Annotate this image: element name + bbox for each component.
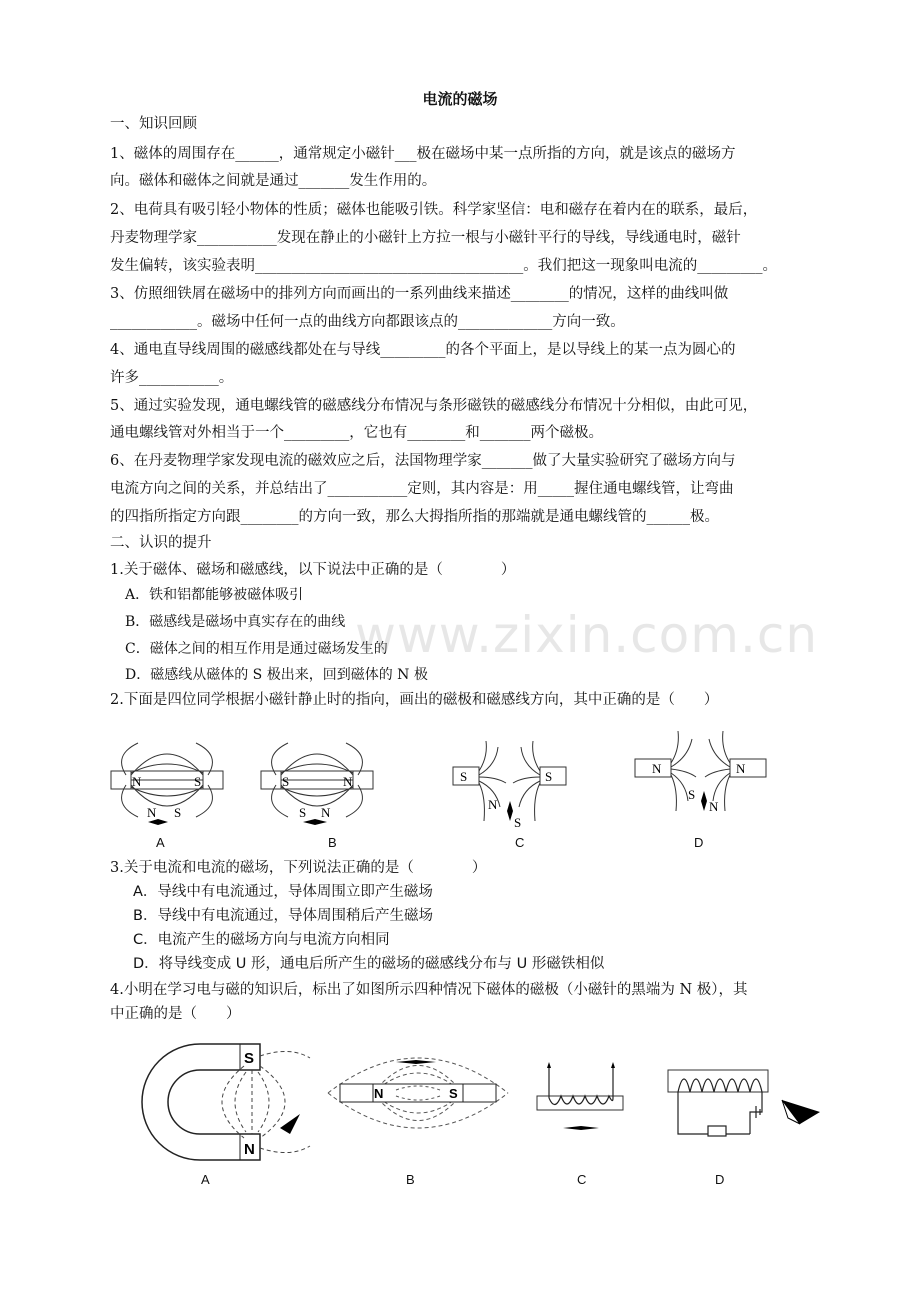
question-1-option-d: D．磁感线从磁体的 S 极出来，回到磁体的 N 极 bbox=[125, 667, 428, 683]
question-3-option-d: D．将导线变成 U 形，通电后所产生的磁场的磁感线分布与 U 形磁铁相似 bbox=[133, 956, 605, 972]
text-line: ____________。磁场中任何一点的曲线方向都跟该点的_____________方向一致。 bbox=[110, 314, 625, 330]
pole-label: S bbox=[282, 774, 290, 789]
pole-label: N bbox=[321, 805, 331, 820]
text-line: 3、仿照细铁屑在磁场中的排列方向而画出的一系列曲线来描述________的情况，这样的曲线叫做 bbox=[110, 286, 729, 302]
watermark: www.zixin.com.cn bbox=[355, 606, 819, 664]
q2-label-c: C bbox=[515, 835, 525, 850]
question-4-stem: 4.小明在学习电与磁的知识后，标出了如图所示四种情况下磁体的磁极（小磁针的黑端为 N 极），其 bbox=[110, 982, 748, 998]
question-3-stem: 3.关于电流和电流的磁场，下列说法正确的是（ ） bbox=[110, 860, 487, 876]
pole-label: S bbox=[194, 774, 202, 789]
question-4-stem-cont: 中正确的是（ ） bbox=[110, 1006, 241, 1022]
text-line: 电流方向之间的关系，并总结出了___________定则，其内容是：用_____握住通电螺线管，让弯曲 bbox=[110, 481, 734, 497]
question-3-option-c: C．电流产生的磁场方向与电流方向相同 bbox=[133, 932, 390, 948]
question-2-stem: 2.下面是四位同学根据小磁针静止时的指向，画出的磁极和磁感线方向，其中正确的是（ ） bbox=[110, 692, 719, 708]
question-1-stem: 1.关于磁体、磁场和磁感线，以下说法中正确的是（ ） bbox=[110, 562, 516, 578]
text-line: 发生偏转，该实验表明_____________________________________。我们把这一现象叫电流的_________。 bbox=[110, 258, 777, 274]
section-heading-review: 一、知识回顾 bbox=[110, 116, 197, 132]
svg-text:S: S bbox=[244, 1050, 255, 1067]
text-line: 的四指所指定方向跟________的方向一致，那么大拇指所指的那端就是通电螺线管的______极。 bbox=[110, 509, 719, 525]
pole-label: N bbox=[488, 797, 498, 812]
q4-label-d: D bbox=[715, 1172, 725, 1187]
section-heading-improve: 二、认识的提升 bbox=[110, 535, 212, 551]
pole-label: N bbox=[652, 761, 662, 776]
text-line: 许多___________。 bbox=[110, 370, 234, 386]
pole-label: S bbox=[514, 815, 522, 829]
q4-figure-a bbox=[140, 1036, 330, 1168]
q4-label-c: C bbox=[577, 1172, 587, 1187]
text-line: 5、通过实验发现，通电螺线管的磁感线分布情况与条形磁铁的磁感线分布情况十分相似，由此可见， bbox=[110, 398, 758, 414]
pole-label: S bbox=[545, 769, 553, 784]
q4-figure-d bbox=[660, 1062, 830, 1146]
question-3-option-b: B．导线中有电流通过，导体周围稍后产生磁场 bbox=[133, 908, 433, 924]
q2-label-a: A bbox=[156, 835, 165, 850]
text-line: 丹麦物理学家___________发现在静止的小磁针上方拉一根与小磁针平行的导线，导线通电时，磁针 bbox=[110, 230, 741, 246]
question-1-option-a: A．铁和铝都能够被磁体吸引 bbox=[125, 587, 304, 603]
text-line: 6、在丹麦物理学家发现电流的磁效应之后，法国物理学家_______做了大量实验研究了磁场方向与 bbox=[110, 453, 736, 469]
question-1-option-c: C．磁体之间的相互作用是通过磁场发生的 bbox=[125, 641, 388, 657]
svg-text:N: N bbox=[374, 1086, 384, 1101]
svg-text:S: S bbox=[449, 1086, 458, 1101]
q4-figure-c bbox=[533, 1060, 628, 1140]
text-line: 4、通电直导线周围的磁感线都处在与导线_________的各个平面上，是以导线上的某一点为圆心的 bbox=[110, 342, 736, 358]
pole-label: N bbox=[736, 761, 746, 776]
pole-label: N bbox=[132, 774, 142, 789]
question-1-option-b: B．磁感线是磁场中真实存在的曲线 bbox=[125, 614, 346, 630]
pole-label: N bbox=[343, 774, 353, 789]
q2-figure-a bbox=[108, 735, 228, 825]
pole-label: S bbox=[688, 787, 696, 802]
svg-text:N: N bbox=[244, 1141, 255, 1158]
text-line: 1、磁体的周围存在______，通常规定小磁针___极在磁场中某一点所指的方向，就是该点的磁场方 bbox=[110, 146, 736, 162]
q2-figure-d bbox=[630, 727, 775, 817]
pole-label: N bbox=[709, 799, 719, 814]
q2-figure-c bbox=[448, 737, 573, 829]
pole-label: S bbox=[460, 769, 468, 784]
pole-label: S bbox=[299, 805, 307, 820]
text-line: 通电螺线管对外相当于一个_________，它也有________和_______两个磁极。 bbox=[110, 425, 603, 441]
q2-label-d: D bbox=[694, 835, 704, 850]
text-line: 2、电荷具有吸引轻小物体的性质；磁体也能吸引铁。科学家坚信：电和磁存在着内在的联系，最后， bbox=[110, 202, 758, 218]
q4-label-a: A bbox=[201, 1172, 210, 1187]
text-line: 向。磁体和磁体之间就是通过_______发生作用的。 bbox=[110, 173, 437, 189]
q4-label-b: B bbox=[406, 1172, 415, 1187]
q2-figure-b bbox=[258, 735, 378, 825]
q4-figure-b bbox=[318, 1048, 518, 1138]
page-title: 电流的磁场 bbox=[422, 90, 498, 108]
q2-label-b: B bbox=[328, 835, 337, 850]
pole-label: S bbox=[174, 805, 182, 820]
pole-label: N bbox=[147, 805, 157, 820]
question-3-option-a: A．导线中有电流通过，导体周围立即产生磁场 bbox=[133, 884, 433, 900]
